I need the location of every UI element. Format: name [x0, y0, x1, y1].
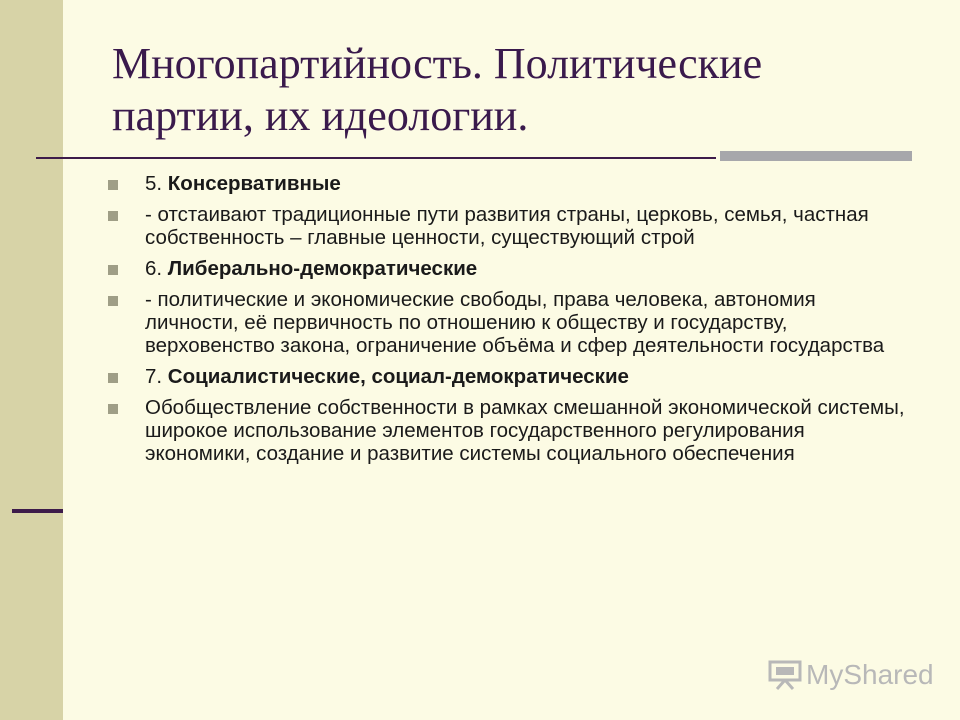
- square-bullet-icon: [108, 211, 118, 221]
- projector-screen-icon: [768, 660, 802, 690]
- list-item: [104, 365, 914, 388]
- title-underline: [36, 157, 716, 159]
- title-underline-accent: [720, 151, 912, 161]
- watermark-text: MyShared: [806, 659, 934, 690]
- slide-body-list: [104, 172, 914, 473]
- square-bullet-icon: [108, 373, 118, 383]
- item-number: 5.: [145, 172, 168, 195]
- item-number: 7.: [145, 365, 168, 388]
- item-heading: Социалистические, социал-демократические: [167, 365, 629, 388]
- item-heading: Либерально-демократические: [167, 257, 478, 280]
- square-bullet-icon: [108, 296, 118, 306]
- list-item: [104, 288, 914, 357]
- square-bullet-icon: [108, 180, 118, 190]
- square-bullet-icon: [108, 265, 118, 275]
- list-item: [104, 396, 914, 465]
- item-number: 6.: [145, 257, 168, 280]
- item-text: Обобществление собственности в рамках смешанной экономической системы, широкое использование элементов государственного регулирования экономики, создание и развитие системы социального обеспечения: [145, 396, 905, 465]
- item-heading: Консервативные: [167, 172, 341, 195]
- list-item: [104, 257, 914, 280]
- left-accent-line: [12, 509, 63, 513]
- left-decor-bar: [0, 0, 63, 720]
- title-line-1: Многопартийность. Политические: [112, 39, 763, 88]
- slide-title: [112, 38, 912, 142]
- item-text: - отстаивают традиционные пути развития страны, церковь, семья, частная собственность – главные ценности, существующий строй: [145, 203, 869, 249]
- item-text: - политические и экономические свободы, права человека, автономия личности, её первичность по отношению к обществу и государству, верховенство закона, ограничение объёма и сфер деятельности государства: [145, 288, 885, 357]
- square-bullet-icon: [108, 404, 118, 414]
- list-item: [104, 203, 914, 249]
- list-item: [104, 172, 914, 195]
- watermark-logo: [768, 658, 934, 692]
- title-line-2: партии, их идеологии.: [112, 91, 529, 140]
